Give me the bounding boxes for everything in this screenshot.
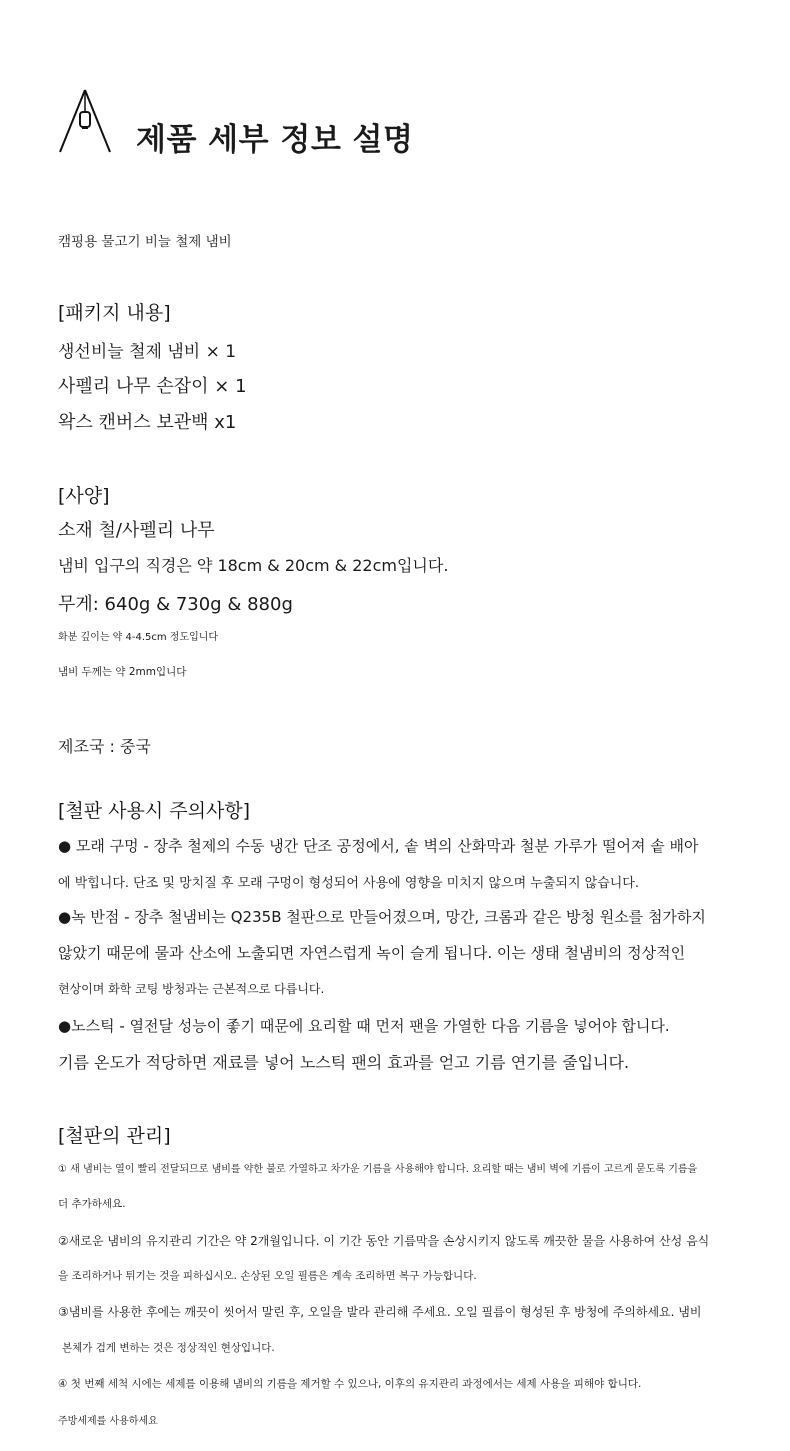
caution-rust-line2: 않았기 때문에 물과 산소에 노출되면 자연스럽게 녹이 슬게 됩니다. 이는 생태 철냄비의 정상적인: [58, 944, 686, 962]
package-item-pan: 생선비늘 철제 냄비 × 1: [58, 342, 237, 362]
caution-sand-hole-line2: 에 박힙니다. 단조 및 망치질 후 모래 구멍이 형성되어 사용에 영향을 미치지 않으며 누출되지 않습니다.: [58, 876, 639, 891]
caution-rust-line3: 현상이며 화학 코팅 방청과는 근본적으로 다릅니다.: [58, 982, 325, 996]
caution-sand-hole-line1: ● 모래 구멍 - 장추 철제의 수동 냉간 단조 공정에서, 솥 벽의 산화막과 철분 가루가 떨어져 솥 배아: [58, 837, 699, 855]
care-heading: [철판의 관리]: [58, 1125, 171, 1147]
care-item-2-line2: 을 조리하거나 튀기는 것을 피하십시오. 손상된 오일 필름은 계속 조리하면 복구 가능합니다.: [58, 1270, 477, 1282]
caution-nonstick-line2: 기름 온도가 적당하면 재료를 넣어 노스틱 팬의 효과를 얻고 기름 연기를 줄입니다.: [58, 1053, 630, 1072]
spec-depth: 화분 깊이는 약 4-4.5cm 정도입니다: [58, 632, 219, 643]
spec-heading: [사양]: [58, 485, 110, 507]
page-title: 제품 세부 정보 설명: [136, 122, 414, 158]
care-item-1-line2: 더 추가하세요.: [58, 1198, 126, 1210]
package-item-handle: 사펠리 나무 손잡이 × 1: [58, 376, 247, 397]
caution-nonstick-line1: ●노스틱 - 열전달 성능이 좋기 때문에 요리할 때 먼저 팬을 가열한 다음 기름을 넣어야 합니다.: [58, 1017, 670, 1035]
spec-weight: 무게: 640g & 730g & 880g: [58, 594, 293, 615]
care-item-2-line1: ②새로운 냄비의 유지관리 기간은 약 2개월입니다. 이 기간 동안 기름막을 손상시키지 않도록 깨끗한 물을 사용하여 산성 음식: [58, 1234, 710, 1248]
care-item-4-line1: ④ 첫 번째 세척 시에는 세제를 이용해 냄비의 기름을 제거할 수 있으나, 이후의 유지관리 과정에서는 세제 사용을 피해야 합니다.: [58, 1378, 642, 1390]
caution-rust-line1: ●녹 반점 - 장추 철냄비는 Q235B 철판으로 만들어졌으며, 망간, 크롬과 같은 방청 원소를 첨가하지: [58, 908, 706, 926]
care-item-4-line2: 주방세제를 사용하세요: [58, 1416, 158, 1427]
spec-material: 소재 철/사펠리 나무: [58, 520, 215, 541]
origin: 제조국 : 중국: [58, 737, 151, 756]
care-item-3-line1: ③냄비를 사용한 후에는 깨끗이 씻어서 말린 후, 오일을 발라 관리해 주세요. 오일 필름이 형성된 후 방청에 주의하세요. 냄비: [58, 1305, 702, 1319]
tent-lantern-icon: [58, 88, 112, 154]
spec-diameter: 냄비 입구의 직경은 약 18cm & 20cm & 22cm입니다.: [58, 556, 449, 575]
caution-heading: [철판 사용시 주의사항]: [58, 800, 251, 822]
package-heading: [패키지 내용]: [58, 302, 171, 324]
package-item-bag: 왁스 캔버스 보관백 x1: [58, 412, 237, 433]
spec-thickness: 냄비 두께는 약 2mm입니다: [58, 666, 187, 678]
care-item-3-line2: 본체가 검게 변하는 것은 정상적인 현상입니다.: [62, 1342, 275, 1354]
care-item-1-line1: ① 새 냄비는 열이 빨리 전달되므로 냄비를 약한 불로 가열하고 차가운 기름을 사용해야 합니다. 요리할 때는 냄비 벽에 기름이 고르게 묻도록 기름을: [58, 1164, 698, 1175]
product-name: 캠핑용 물고기 비늘 철제 냄비: [58, 234, 232, 250]
